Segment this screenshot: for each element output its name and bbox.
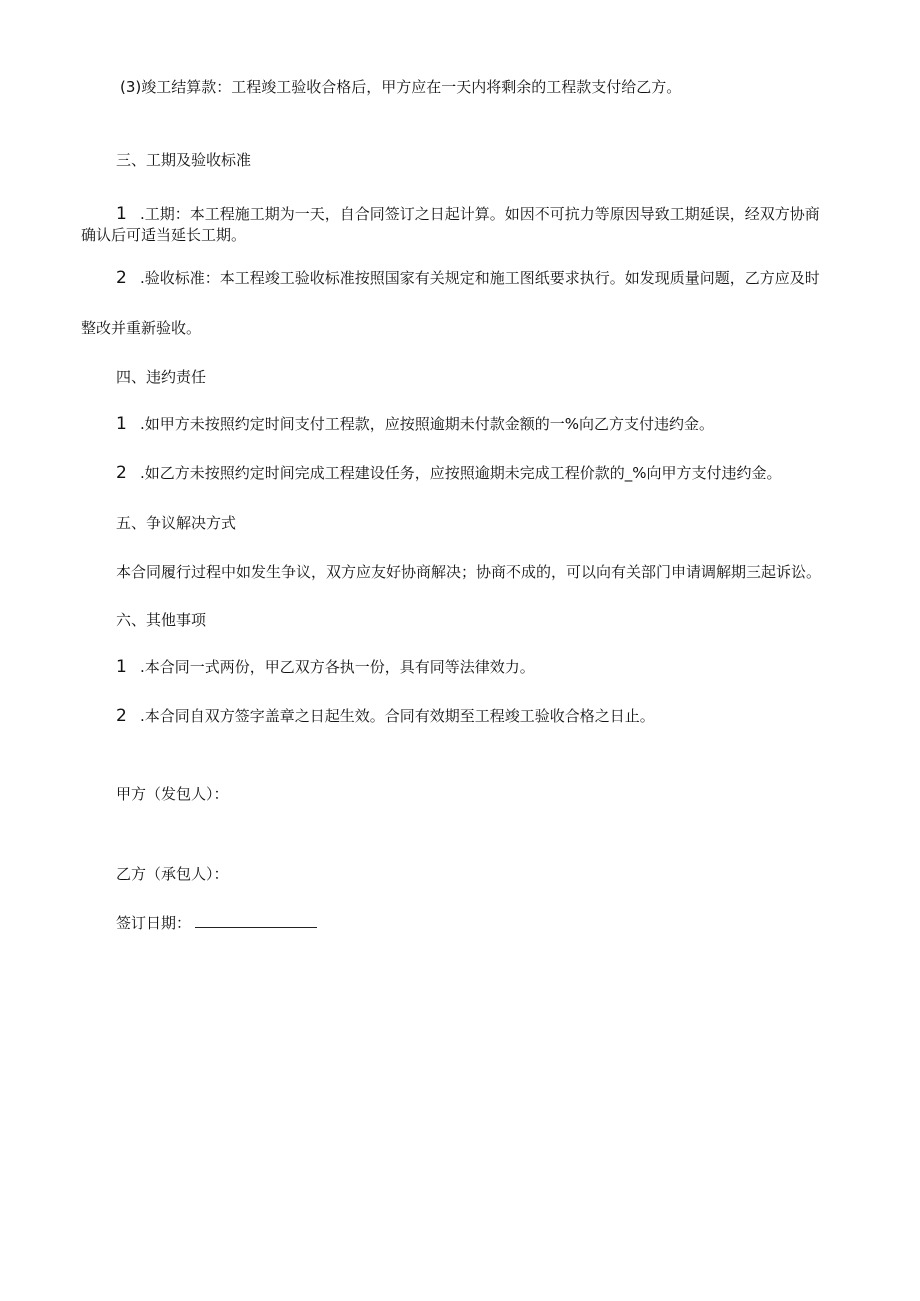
section-5-body: 本合同履行过程中如发生争议，双方应友好协商解决；协商不成的，可以向有关部门申请调解期三起诉讼。 [116, 563, 822, 581]
section-4-heading: 四、违约责任 [116, 368, 207, 386]
section-6-item-2 [116, 706, 655, 726]
payment-item-3: (3)竣工结算款：工程竣工验收合格后，甲方应在一天内将剩余的工程款支付给乙方。 [120, 78, 682, 96]
section-3-item-1-continuation: 确认后可适当延长工期。 [81, 226, 247, 244]
item-text: .如乙方未按照约定时间完成工程建设任务，应按照逾期未完成工程价款的_%向甲方支付违约金。 [140, 464, 782, 482]
party-b-signature-label: 乙方（承包人）： [116, 865, 229, 883]
section-3-item-1 [116, 204, 820, 224]
section-6-item-1 [116, 657, 535, 677]
item-number: 1 [116, 414, 127, 434]
section-4-item-1 [116, 414, 714, 434]
item-text: .本合同自双方签字盖章之日起生效。合同有效期至工程竣工验收合格之日止。 [140, 707, 655, 725]
signing-date-row [116, 913, 317, 933]
section-4-item-2 [116, 463, 782, 483]
item-text: .工期：本工程施工期为一天，自合同签订之日起计算。如因不可抗力等原因导致工期延误，经双方协商 [140, 205, 820, 223]
section-3-heading: 三、工期及验收标准 [116, 151, 252, 169]
item-text: .本合同一式两份，甲乙双方各执一份，具有同等法律效力。 [140, 658, 535, 676]
item-number: 2 [116, 268, 127, 288]
section-6-heading: 六、其他事项 [116, 611, 207, 629]
item-number: 2 [116, 706, 127, 726]
section-3-item-2-continuation: 整改并重新验收。 [81, 319, 202, 337]
signing-date-label: 签订日期： [116, 914, 192, 932]
section-5-heading: 五、争议解决方式 [116, 514, 237, 532]
party-a-signature-label: 甲方（发包人）： [116, 785, 229, 803]
item-number: 1 [116, 204, 127, 224]
item-number: 2 [116, 463, 127, 483]
item-text: .验收标准：本工程竣工验收标准按照国家有关规定和施工图纸要求执行。如发现质量问题，乙方应及时 [140, 269, 820, 287]
signing-date-blank [195, 913, 317, 928]
section-3-item-2 [116, 268, 820, 288]
item-text: .如甲方未按照约定时间支付工程款，应按照逾期未付款金额的一%向乙方支付违约金。 [140, 415, 715, 433]
item-number: 1 [116, 657, 127, 677]
